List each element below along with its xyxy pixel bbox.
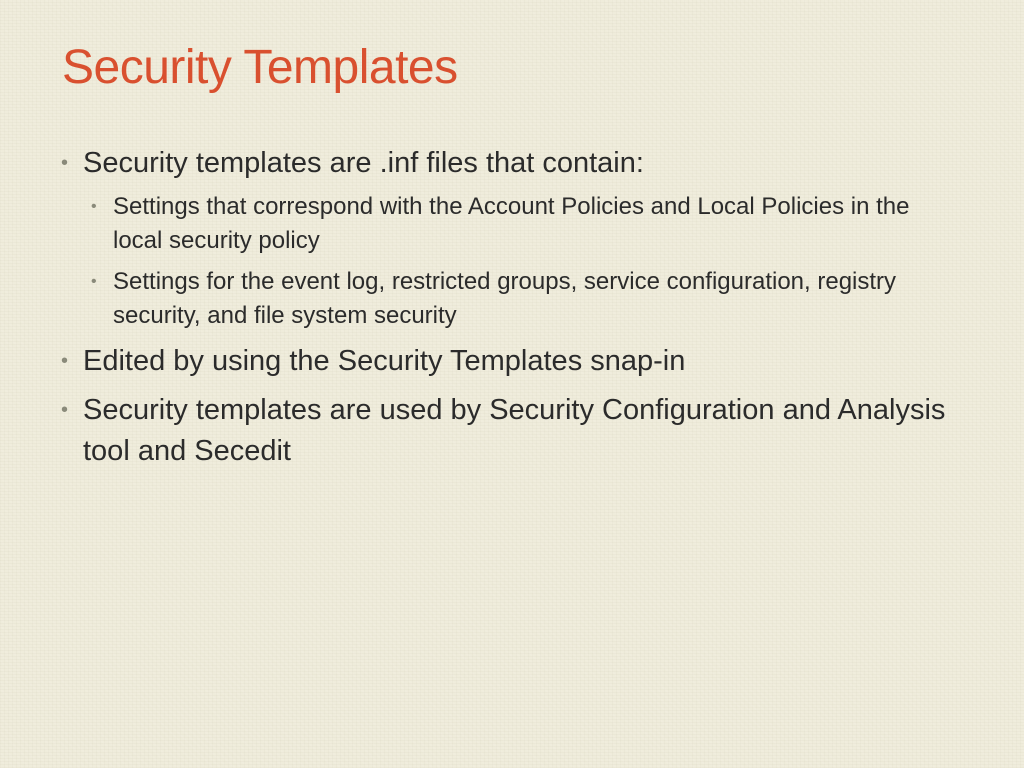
slide-body bbox=[60, 143, 960, 480]
sub-bullet-icon: • bbox=[91, 198, 97, 215]
sub-bullet-icon: • bbox=[91, 273, 97, 290]
bullet-item bbox=[60, 341, 960, 382]
bullet-text: Edited by using the Security Templates snap-in bbox=[83, 345, 686, 377]
bullet-item bbox=[60, 390, 960, 472]
bullet-icon: • bbox=[61, 399, 69, 421]
sub-bullet-text: Settings for the event log, restricted groups, service configuration, registry security, and file system security bbox=[113, 268, 897, 329]
bullet-icon: • bbox=[61, 350, 69, 372]
slide-title: Security Templates bbox=[62, 41, 458, 94]
sub-bullet-item bbox=[83, 265, 960, 333]
sub-bullet-item bbox=[83, 190, 960, 258]
bullet-list bbox=[60, 143, 960, 472]
bullet-icon: • bbox=[61, 152, 69, 174]
sub-bullet-text: Settings that correspond with the Account Policies and Local Policies in the local security policy bbox=[113, 193, 910, 254]
bullet-text: Security templates are .inf files that contain: bbox=[83, 147, 644, 179]
sub-bullet-list bbox=[83, 190, 960, 333]
bullet-text: Security templates are used by Security Configuration and Analysis tool and Secedit bbox=[83, 394, 946, 467]
bullet-item bbox=[60, 143, 960, 333]
